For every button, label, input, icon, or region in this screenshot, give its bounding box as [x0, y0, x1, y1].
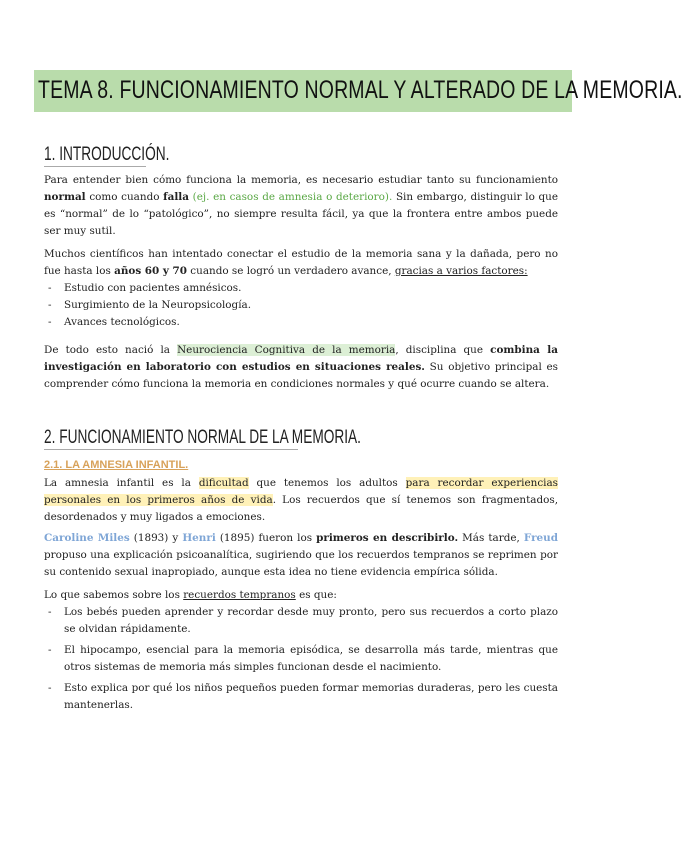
text-span: . Los recuerdos que sí tenemos son fragmentados, desordenados y muy ligados a emociones.: [44, 494, 558, 523]
subsection-heading: 2.1. LA AMNESIA INFANTIL.: [44, 459, 189, 471]
amnesia-paragraph-1: [44, 475, 558, 526]
list-item-text: Los bebés pueden aprender y recordar desde muy pronto, pero sus recuerdos a corto plazo se olvidan rápidamente.: [64, 606, 558, 635]
section-1-underline: [44, 166, 146, 167]
list-item-text: Estudio con pacientes amnésicos.: [64, 282, 242, 294]
section-2-underline: [44, 449, 298, 450]
highlight-dificultad: dificultad: [198, 477, 249, 489]
text-span: propuso una explicación psicoanalítica, sugiriendo que los recuerdos tempranos se reprimen por su contenido sexual inapropiado, aunque esta idea no tiene evidencia empírica sólida.: [44, 549, 558, 578]
facts-list: [44, 604, 558, 718]
amnesia-paragraph-3: [44, 587, 558, 604]
list-item: - Esto explica por qué los niños pequeños pueden formar memorias duraderas, pero les cuesta mantenerlas.: [48, 682, 558, 711]
text-span: Muchos científicos han intentado conectar el estudio de la memoria sana y la dañada, pero no fue hasta los: [44, 248, 558, 277]
page-title: TEMA 8. FUNCIONAMIENTO NORMAL Y ALTERADO DE LA MEMORIA.: [38, 76, 683, 104]
bold-combina: combina la investigación en laboratorio con estudios en situaciones reales.: [44, 344, 558, 373]
text-span: (1895) fueron los: [215, 532, 317, 544]
text-span: Más tarde,: [458, 532, 524, 544]
bold-primeros: primeros en describirlo.: [316, 532, 459, 544]
highlight-recordar: para recordar experiencias personales en los primeros años de vida: [44, 477, 559, 506]
text-span: cuando se logró un verdadero avance,: [187, 265, 395, 277]
text-span: Para entender bien cómo funciona la memoria, es necesario estudiar tanto su funcionamiento: [44, 174, 558, 186]
bold-normal: normal: [44, 191, 86, 203]
text-span: (1893) y: [129, 532, 183, 544]
name-caroline-miles: Caroline Miles: [44, 532, 130, 544]
underlined-recuerdos: recuerdos tempranos: [183, 589, 296, 601]
list-item-text: El hipocampo, esencial para la memoria episódica, se desarrolla más tarde, mientras que otros sistemas de memoria más simples funcionan desde el nacimiento.: [64, 644, 558, 673]
bold-years: años 60 y 70: [114, 265, 187, 277]
text-span: De todo esto nació la: [44, 344, 178, 356]
highlight-neurociencia: Neurociencia Cognitiva de la memoria: [177, 344, 396, 356]
name-henri: Henri: [182, 532, 216, 544]
factors-list: [44, 280, 558, 331]
list-item: - El hipocampo, esencial para la memoria episódica, se desarrolla más tarde, mientras que otros sistemas de memoria más simples funcionan desde el nacimiento.: [48, 644, 558, 673]
list-item: - Los bebés pueden aprender y recordar desde muy pronto, pero sus recuerdos a corto plazo se olvidan rápidamente.: [48, 606, 558, 635]
list-item-text: Surgimiento de la Neuropsicología.: [64, 299, 252, 311]
text-span: La amnesia infantil es la: [44, 477, 199, 489]
text-span: Sin embargo, distinguir lo que es “normal” de lo “patológico”, no siempre resulta fácil, ya que la frontera entre ambos puede ser muy sutil.: [44, 191, 558, 237]
text-span: , disciplina que: [395, 344, 491, 356]
intro-paragraph-1: [44, 172, 558, 240]
text-span: como cuando: [85, 191, 164, 203]
section-1-heading: 1. INTRODUCCIÓN.: [44, 144, 170, 165]
text-span: Lo que sabemos sobre los: [44, 589, 184, 601]
bold-falla: falla: [163, 191, 189, 203]
list-item: - Avances tecnológicos.: [48, 316, 180, 328]
text-span: Su objetivo principal es comprender cómo funciona la memoria en condiciones normales y qué ocurre cuando se altera.: [44, 361, 559, 390]
list-item-text: Esto explica por qué los niños pequeños pueden formar memorias duraderas, pero les cuesta mantenerlas.: [64, 682, 558, 711]
text-span: que tenemos los adultos: [248, 477, 406, 489]
intro-paragraph-2: [44, 246, 558, 280]
list-item: - Surgimiento de la Neuropsicología.: [48, 299, 252, 311]
green-note: (ej. en casos de amnesia o deterioro).: [189, 191, 393, 203]
underlined-factors: gracias a varios factores:: [394, 265, 528, 277]
section-2-heading: 2. FUNCIONAMIENTO NORMAL DE LA MEMORIA.: [44, 427, 361, 448]
list-item-text: Avances tecnológicos.: [64, 316, 180, 328]
amnesia-paragraph-2: [44, 530, 558, 581]
name-freud: Freud: [523, 532, 558, 544]
intro-paragraph-3: [44, 342, 558, 393]
list-item: - Estudio con pacientes amnésicos.: [48, 282, 242, 294]
text-span: es que:: [295, 589, 337, 601]
